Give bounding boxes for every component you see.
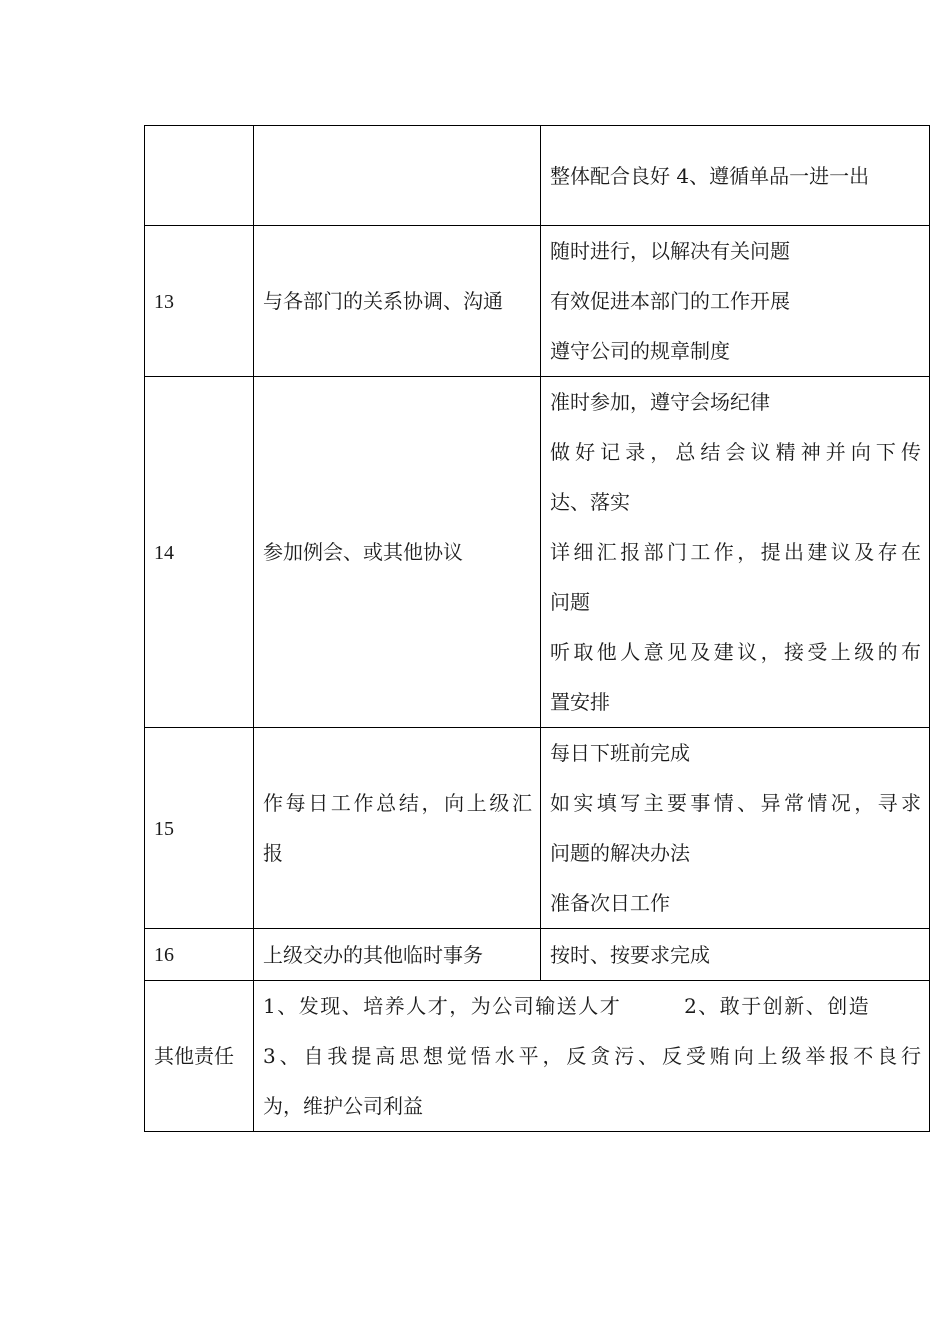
table-row xyxy=(145,377,930,728)
task-line: 上级交办的其他临时事务 xyxy=(263,942,483,967)
standard-line: 如实填写主要事情、异常情况，寻求 xyxy=(550,791,921,815)
standard-line: 随时进行，以解决有关问题 xyxy=(550,239,790,263)
standard-cell xyxy=(541,126,930,226)
task-cell xyxy=(254,929,541,981)
table-row xyxy=(145,981,930,1132)
standard-line: 准备次日工作 xyxy=(550,891,670,915)
task-line: 报 xyxy=(263,841,283,865)
standard-line: 每日下班前完成 xyxy=(550,741,690,765)
task-line: 作每日工作总结，向上级汇 xyxy=(263,791,532,815)
standard-line: 置安排 xyxy=(550,690,610,714)
standard-cell xyxy=(541,226,930,377)
standard-line: 问题的解决办法 xyxy=(550,841,690,865)
standard-line: 详细汇报部门工作，提出建议及存在 xyxy=(550,540,921,564)
standard-line: 准时参加，遵守会场纪律 xyxy=(550,390,770,414)
task-cell xyxy=(254,728,541,929)
standard-line: 做好记录，总结会议精神并向下传 xyxy=(550,440,921,464)
other-duty-label: 其他责任 xyxy=(154,1044,234,1068)
table-row xyxy=(145,126,930,226)
row-number-cell: 16 xyxy=(145,929,254,981)
row-number-cell: 14 xyxy=(145,377,254,728)
table-row xyxy=(145,226,930,377)
table-row xyxy=(145,929,930,981)
other-duty-line: 1、发现、培养人才，为公司输送人才 2、敢于创新、创造 xyxy=(263,994,871,1018)
standard-line: 有效促进本部门的工作开展 xyxy=(550,289,790,313)
standard-line: 遵守公司的规章制度 xyxy=(550,339,730,363)
other-duty-line: 3、自我提高思想觉悟水平，反贪污、反受贿向上级举报不良行 xyxy=(263,1044,921,1068)
standard-line: 问题 xyxy=(550,590,590,614)
other-duty-content-cell xyxy=(254,981,930,1132)
standard-cell xyxy=(541,929,930,981)
standard-line: 听取他人意见及建议，接受上级的布 xyxy=(550,640,921,664)
task-cell xyxy=(254,226,541,377)
standard-cell xyxy=(541,728,930,929)
duty-table xyxy=(144,125,930,1132)
standard-line: 按时、按要求完成 xyxy=(550,942,710,967)
table-row xyxy=(145,728,930,929)
task-line: 参加例会、或其他协议 xyxy=(263,540,463,564)
other-duty-label-cell xyxy=(145,981,254,1132)
row-number-cell xyxy=(145,126,254,226)
task-line: 与各部门的关系协调、沟通 xyxy=(263,289,503,313)
row-number-cell: 15 xyxy=(145,728,254,929)
standard-cell xyxy=(541,377,930,728)
task-cell xyxy=(254,377,541,728)
standard-line: 达、落实 xyxy=(550,490,630,514)
task-cell xyxy=(254,126,541,226)
other-duty-line: 为，维护公司利益 xyxy=(263,1094,423,1118)
row-number-cell: 13 xyxy=(145,226,254,377)
standard-line: 整体配合良好 4、遵循单品一进一出 xyxy=(550,163,870,188)
